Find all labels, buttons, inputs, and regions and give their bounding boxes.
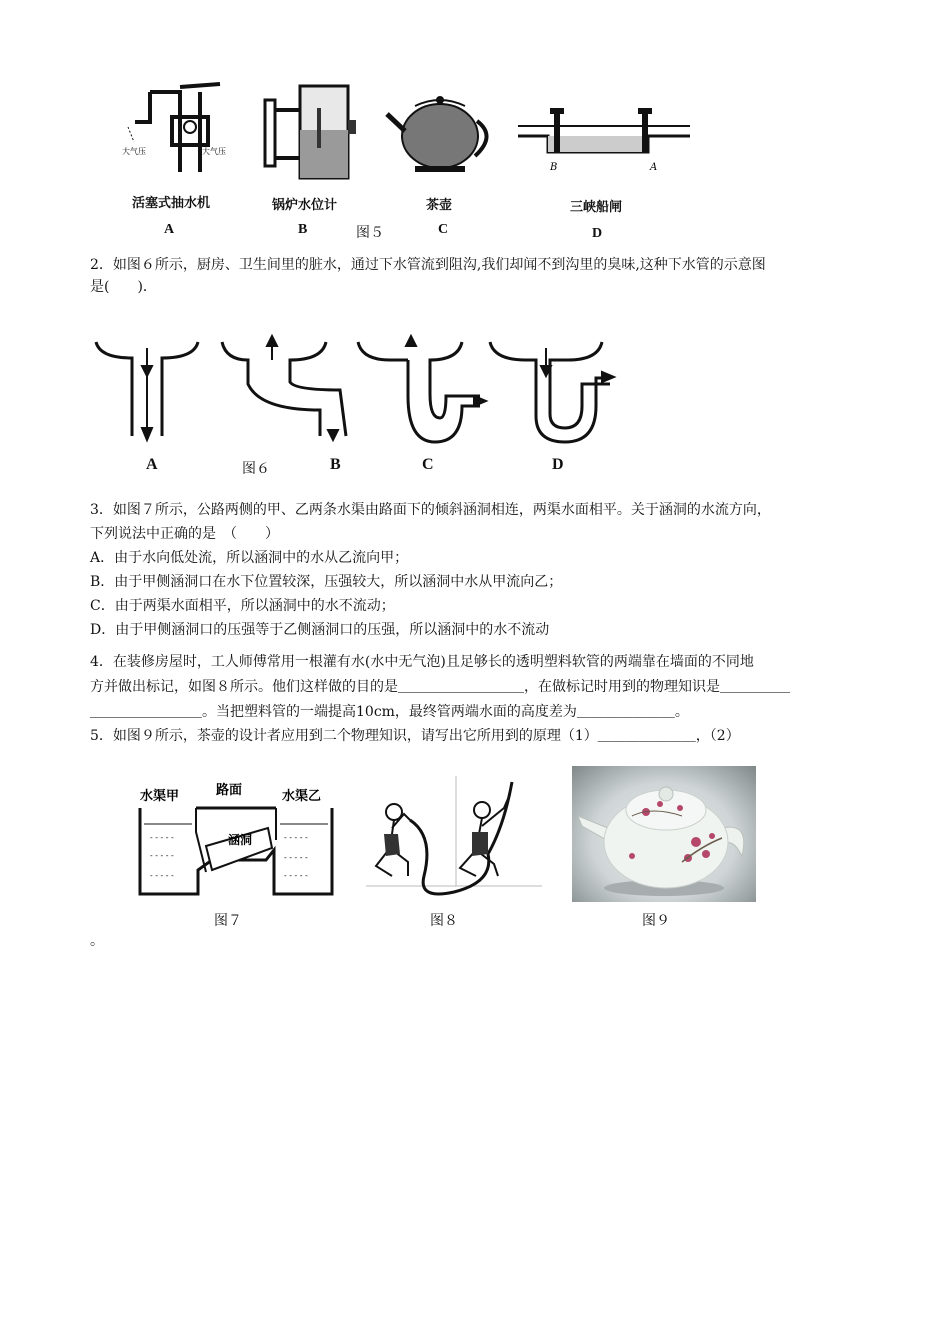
atm-right-label: 大气压 bbox=[202, 147, 226, 156]
fig5-letter-d: D bbox=[592, 226, 603, 241]
drain-pipe-options bbox=[90, 336, 620, 476]
road-label: 路面 bbox=[216, 783, 243, 798]
fig6-letter-b: B bbox=[330, 456, 341, 473]
q5-line-1: 5．如图９所示，茶壶的设计者应用到二个物理知识，请写出它所用到的原理（1）＿＿＿＿＿＿＿，（2） bbox=[90, 728, 740, 744]
fig5-caption-c: 茶壶 bbox=[426, 198, 453, 213]
fig5-caption-a: 活塞式抽水机 bbox=[132, 196, 211, 211]
fig5-letter-c: C bbox=[438, 222, 449, 237]
q4-line-3: ＿＿＿＿＿＿＿＿。当把塑料管的一端提高10cm，最终管两端水面的高度差为＿＿＿＿＿＿＿。 bbox=[90, 704, 689, 720]
fig6-label: 图６ bbox=[242, 461, 270, 477]
q2-line-2: 是( )． bbox=[90, 279, 157, 295]
culvert-diagram bbox=[136, 780, 336, 898]
fig6-letter-a: A bbox=[146, 456, 158, 473]
q3-option-c: C．由于两渠水面相平，所以涵洞中的水不流动； bbox=[90, 598, 395, 614]
svg-text:- - - - -: - - - - - bbox=[284, 871, 308, 880]
ship-lock-diagram bbox=[518, 106, 690, 172]
svg-text:- - - - -: - - - - - bbox=[284, 833, 308, 842]
gate-a-label: A bbox=[650, 162, 658, 173]
fig8-label: 图８ bbox=[430, 913, 458, 929]
teapot-photo bbox=[572, 766, 756, 902]
q3-option-b: B．由于甲侧涵洞口在水下位置较深，压强较大，所以涵洞中水从甲流向乙； bbox=[90, 574, 563, 590]
fig5-letter-b: B bbox=[298, 222, 308, 237]
gate-b-label: B bbox=[550, 162, 558, 173]
svg-text:- - - - -: - - - - - bbox=[150, 833, 174, 842]
svg-text:- - - - -: - - - - - bbox=[284, 853, 308, 862]
fig5-caption-d: 三峡船闸 bbox=[570, 200, 623, 215]
culvert-label: 涵洞 bbox=[228, 833, 253, 847]
question-3 bbox=[90, 498, 910, 642]
q3-line-1: 3．如图７所示，公路两侧的甲、乙两条水渠由路面下的倾斜涵洞相连，两渠水面相平。关于涵洞的水流方向， bbox=[90, 502, 771, 518]
fig7-label: 图７ bbox=[214, 913, 242, 929]
teapot-diagram bbox=[385, 86, 500, 181]
question-4 bbox=[90, 650, 910, 725]
q3-line-2: 下列说法中正确的是 （ ） bbox=[90, 526, 279, 542]
boiler-gauge-diagram bbox=[255, 80, 360, 185]
question-5 bbox=[90, 724, 910, 749]
canal-b-label: 水渠乙 bbox=[282, 789, 322, 804]
fig6-letter-d: D bbox=[552, 456, 564, 473]
fig5-caption-b: 锅炉水位计 bbox=[272, 198, 338, 213]
end-mark: 。 bbox=[90, 933, 104, 949]
fig5-letter-a: A bbox=[164, 222, 175, 237]
svg-text:- - - - -: - - - - - bbox=[150, 871, 174, 880]
workers-hose-illustration bbox=[364, 776, 544, 904]
q4-line-1: 4．在装修房屋时，工人师傅常用一根灌有水(水中无气泡)且足够长的透明塑料软管的两端靠在墙面的不同地 bbox=[90, 654, 754, 670]
question-2 bbox=[90, 254, 910, 298]
q3-option-d: D．由于甲侧涵洞口的压强等于乙侧涵洞口的压强，所以涵洞中的水不流动 bbox=[90, 622, 550, 638]
svg-text:- - - - -: - - - - - bbox=[150, 851, 174, 860]
canal-a-label: 水渠甲 bbox=[140, 789, 180, 804]
q3-option-a: A．由于水向低处流，所以涵洞中的水从乙流向甲； bbox=[90, 550, 409, 566]
fig9-label: 图９ bbox=[642, 913, 670, 929]
q4-line-2: 方并做出标记，如图８所示。他们这样做的目的是＿＿＿＿＿＿＿＿＿，在做标记时用到的物理知识是＿＿＿＿＿ bbox=[90, 679, 790, 695]
fig6-letter-c: C bbox=[422, 456, 434, 473]
atm-left-label: 大气压 bbox=[122, 147, 146, 156]
fig5-label: 图５ bbox=[356, 225, 384, 241]
piston-pump-diagram bbox=[120, 82, 230, 182]
q2-line-1: 2．如图６所示，厨房、卫生间里的脏水，通过下水管流到阻沟,我们却闻不到沟里的臭味,这种下水管的示意图 bbox=[90, 257, 766, 273]
